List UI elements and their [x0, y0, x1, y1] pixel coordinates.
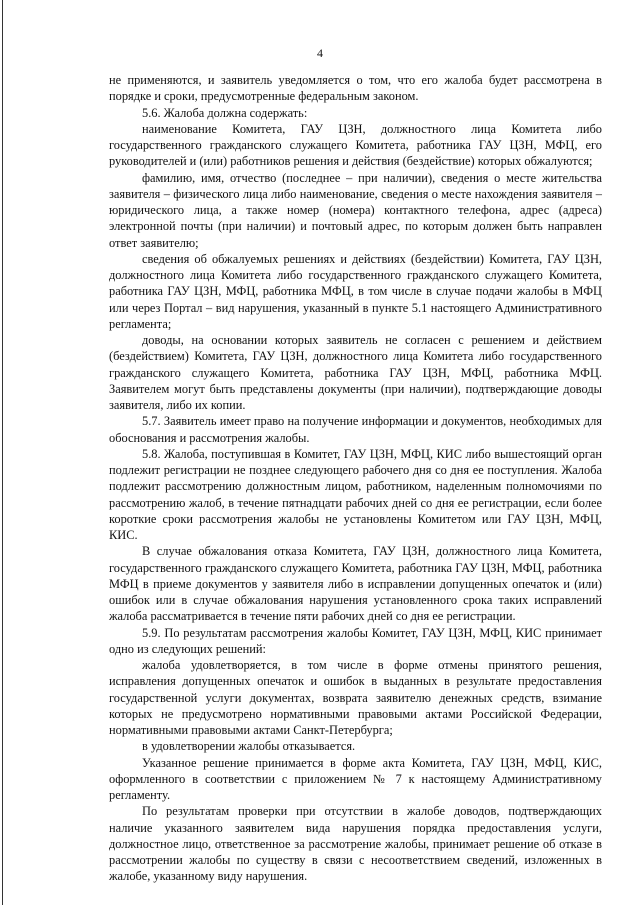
paragraph-appealed-decisions: сведения об обжалуемых решениях и действиях (бездействии) Комитета, ГАУ ЦЗН, должностного лица Комитета либо государственного гражданского служащего Комитета, работника ГАУ ЦЗН, МФЦ, работника МФЦ, в том числе в случае подачи жалобы в МФЦ или через Портал – вид нарушения, указанный в пункте 5.1 настоящего Административного регламента;	[109, 251, 602, 331]
paragraph-arguments: доводы, на основании которых заявитель не согласен с решением и действием (бездействием) Комитета, ГАУ ЦЗН, должностного лица Комитета либо государственного гражданского служащего Комитета, работника ГАУ ЦЗН, МФЦ, работника МФЦ. Заявителем могут быть представлены документы (при наличии), подтверждающие доводы заявителя, либо их копии.	[109, 333, 602, 412]
paragraph-5-9: 5.9. По результатам рассмотрения жалобы Комитет, ГАУ ЦЗН, МФЦ, КИС принимает одно из следующих решений:	[109, 625, 602, 656]
scan-edge-line	[2, 0, 3, 905]
paragraph-complaint-satisfied: жалоба удовлетворяется, в том числе в форме отмены принятого решения, исправления допущенных опечаток и ошибок в выданных в результате предоставления государственной услуги документах, возврата заявителю денежных средств, взимание которых не предусмотрено нормативными правовыми актами Российской Федерации, нормативными правовыми актами Санкт-Петербурга;	[109, 658, 602, 737]
paragraph-continuation: не применяются, и заявитель уведомляется о том, что его жалоба будет рассмотрена в порядке и сроки, предусмотренные федеральным законом.	[109, 73, 602, 104]
paragraph-5-8: 5.8. Жалоба, поступившая в Комитет, ГАУ ЦЗН, МФЦ, КИС либо вышестоящий орган подлежит регистрации не позднее следующего рабочего дня со дня ее поступления. Жалоба подлежит рассмотрению должностным лицом, работником, наделенным полномочиями по рассмотрению жалоб, в течение пятнадцати рабочих дней со дня ее регистрации, если более короткие сроки рассмотрения жалобы не установлены Комитетом или ГАУ ЦЗН, МФЦ, КИС.	[109, 446, 602, 542]
page-number: 4	[317, 46, 323, 60]
paragraph-complaint-refused: в удовлетворении жалобы отказывается.	[142, 739, 356, 754]
paragraph-complaint-subject: наименование Комитета, ГАУ ЦЗН, должностного лица Комитета либо государственного гражданского служащего Комитета, работника ГАУ ЦЗН, МФЦ, его руководителей и (или) работников решения и действия (бездействие) которых обжалуются;	[109, 121, 602, 169]
paragraph-5-6-heading: 5.6. Жалоба должна содержать:	[142, 105, 308, 120]
document-body	[109, 72, 602, 885]
paragraph-decision-form: Указанное решение принимается в форме акта Комитета, ГАУ ЦЗН, МФЦ, КИС, оформленного в соответствии с приложением № 7 к настоящему Административному регламенту.	[109, 755, 602, 802]
paragraph-applicant-details: фамилию, имя, отчество (последнее – при наличии), сведения о месте жительства заявителя – физического лица либо наименование, сведения о месте нахождения заявителя – юридического лица, а также номер (номера) контактного телефона, адрес (адреса) электронной почты (при наличии) и почтовый адрес, по которым должен быть направлен ответ заявителю;	[109, 170, 602, 250]
paragraph-verification-results: По результатам проверки при отсутствии в жалобе доводов, подтверждающих наличие указанного заявителем вида нарушения порядка предоставления услуги, должностное лицо, ответственное за рассмотрение жалобы, принимает решение об отказе в рассмотрении жалобы по существу в связи с несоответствием сведений, изложенных в жалобе, указанному виду нарушения.	[109, 804, 602, 884]
paragraph-refusal-appeal: В случае обжалования отказа Комитета, ГАУ ЦЗН, должностного лица Комитета, государственного гражданского служащего Комитета, работника ГАУ ЦЗН, МФЦ, работника МФЦ в приеме документов у заявителя либо в исправлении допущенных опечаток и (или) ошибок или в случае обжалования нарушения установленного срока таких исправлений жалоба рассматривается в течение пяти рабочих дней со дня ее регистрации.	[109, 544, 602, 624]
paragraph-5-7: 5.7. Заявитель имеет право на получение информации и документов, необходимых для обоснования и рассмотрения жалобы.	[109, 414, 602, 445]
